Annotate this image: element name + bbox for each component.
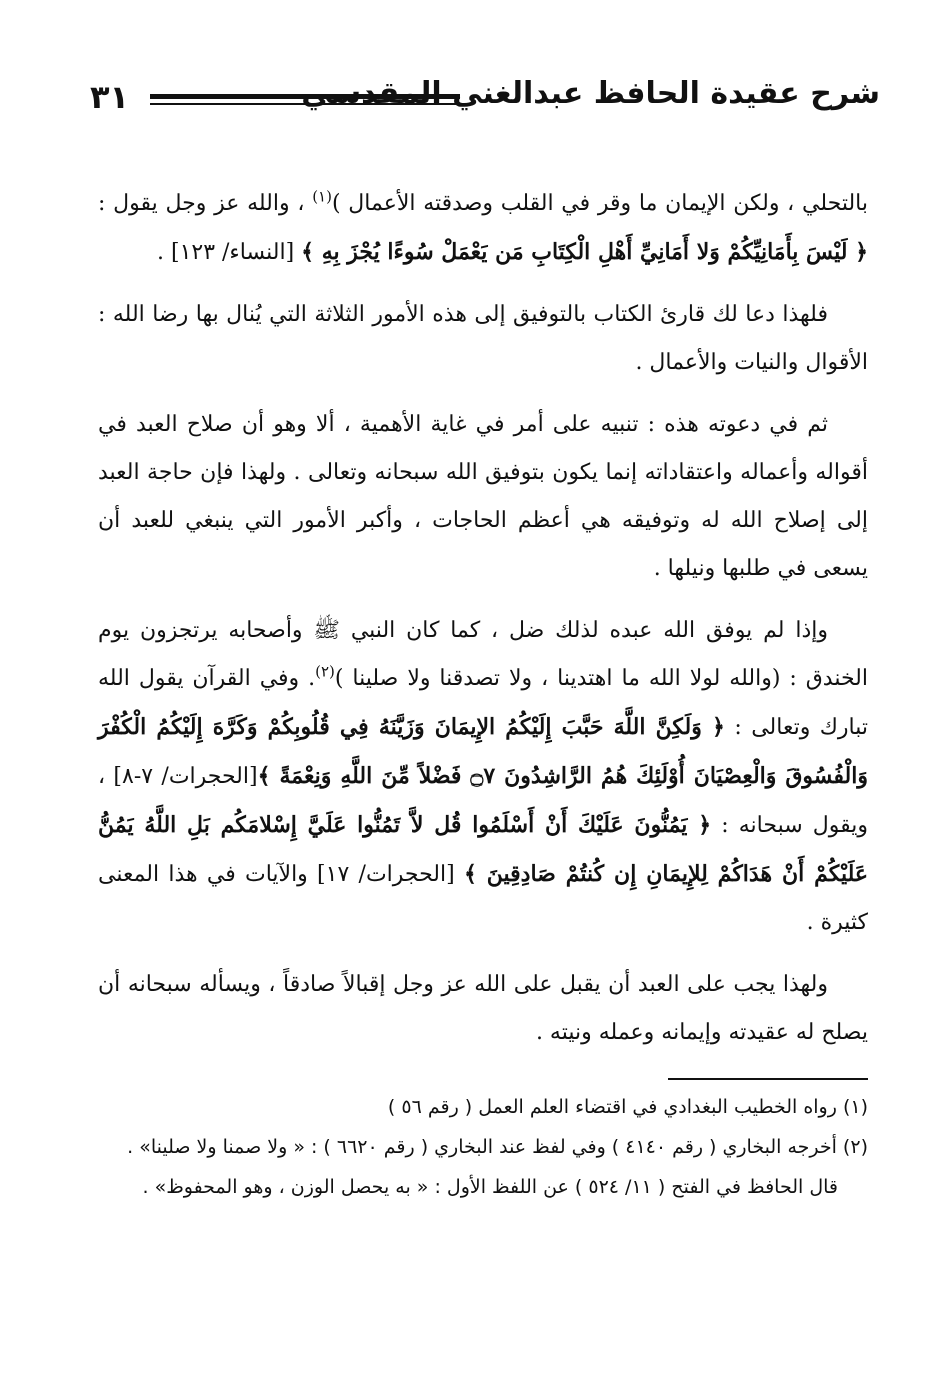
paragraph-text: ، والله عز وجل يقول : [98, 191, 313, 216]
main-text [98, 180, 868, 1071]
footnote-marker: (١) [312, 187, 332, 206]
footnote: قال الحافظ في الفتح ( ١١/ ٥٢٤ ) عن اللفظ الأول : « به يحصل الوزن ، وهو المحفوظ» . [142, 1176, 838, 1198]
page-number: ٣١ [90, 78, 130, 116]
paragraph [98, 607, 868, 947]
verse-reference: [النساء/ ١٢٣] . [157, 240, 302, 265]
quran-verse: ﴿ يَمُنُّونَ عَلَيْكَ أَنْ أَسْلَمُوا قُل لاَّ تَمُنُّوا عَلَيَّ إِسْلامَكُم بَلِ اللَّهُ يَمُنُّ عَلَيْكُمْ أَنْ هَدَاكُمْ لِلإِيمَانِ إِن كُنتُمْ صَادِقِينَ ﴾ [98, 812, 868, 887]
running-header [90, 72, 880, 124]
paragraph-text: فلهذا دعا لك قارئ الكتاب بالتوفيق إلى هذه الأمور الثلاثة التي يُنال بها رضا الله : الأقوال والنيات والأعمال . [98, 302, 868, 375]
paragraph [98, 291, 868, 387]
paragraph-text: وإذا لم يوفق الله عبده لذلك ضل ، كما كان النبي ﷺ وأصحابه يرتجزون يوم الخندق : (والله لولا الله ما اهتدينا ، ولا تصدقنا ولا صلينا ) [98, 618, 868, 691]
header-rule-thick [150, 94, 460, 99]
paragraph [98, 180, 868, 277]
paragraph [98, 961, 868, 1057]
paragraph-text: بالتحلي ، ولكن الإيمان ما وقر في القلب وصدقته الأعمال ) [331, 191, 868, 216]
header-rule-thin [150, 103, 460, 105]
quran-verse: ﴿ لَيْسَ بِأَمَانِيِّكُمْ وَلا أَمَانِيِّ أَهْلِ الْكِتَابِ مَن يَعْمَلْ سُوءًا يُجْزَ بِهِ ﴾ [301, 239, 868, 265]
book-title: شرح عقيدة الحافظ عبدالغني المقدسي [301, 76, 880, 111]
footnote-marker: (٢) [315, 662, 335, 681]
footnote: (٢) أخرجه البخاري ( رقم ٤١٤٠ ) وفي لفظ عند البخاري ( رقم ٦٦٢٠ ) : « ولا صمنا ولا صلينا» . [127, 1136, 868, 1158]
footnote-separator [668, 1078, 868, 1080]
paragraph [98, 401, 868, 593]
footnote: (١) رواه الخطيب البغدادي في اقتضاء العلم العمل ( رقم ٥٦ ) [387, 1096, 868, 1118]
verse-reference: [الحجرات/ ١٧] والآيات في هذا المعنى كثيرة . [98, 862, 868, 935]
quran-verse: ﴿ وَلَكِنَّ اللَّهَ حَبَّبَ إِلَيْكُمُ الإِيمَانَ وَزَيَّنَهُ فِي قُلُوبِكُمْ وَكَرَّهَ إِلَيْكُمُ الْكُفْرَ وَالْفُسُوقَ وَالْعِصْيَانَ أُوْلَئِكَ هُمُ الرَّاشِدُونَ ۝٧ فَضْلاً مِّنَ اللَّهِ وَنِعْمَةً ﴾ [98, 714, 868, 789]
paragraph-text: ولهذا يجب على العبد أن يقبل على الله عز وجل إقبالاً صادقاً ، ويسأله سبحانه أن يصلح له عقيدته وإيمانه وعمله ونيته . [98, 972, 868, 1045]
verse-reference: [الحجرات/ ٧-٨] ، ويقول سبحانه : [98, 764, 868, 838]
paragraph-text: ثم في دعوته هذه : تنبيه على أمر في غاية الأهمية ، ألا وهو أن صلاح العبد في أقواله وأعماله واعتقاداته إنما يكون بتوفيق الله سبحانه وتعالى . ولهذا فإن حاجة العبد إلى إصلاح الله له وتوفيقه هي أعظم الحاجات ، وأكبر الأمور التي ينبغي للعبد أن يسعى في طلبها ونيلها . [98, 412, 868, 581]
footnotes [98, 1090, 868, 1210]
paragraph-text: . وفي القرآن يقول الله تبارك وتعالى : [98, 666, 869, 740]
